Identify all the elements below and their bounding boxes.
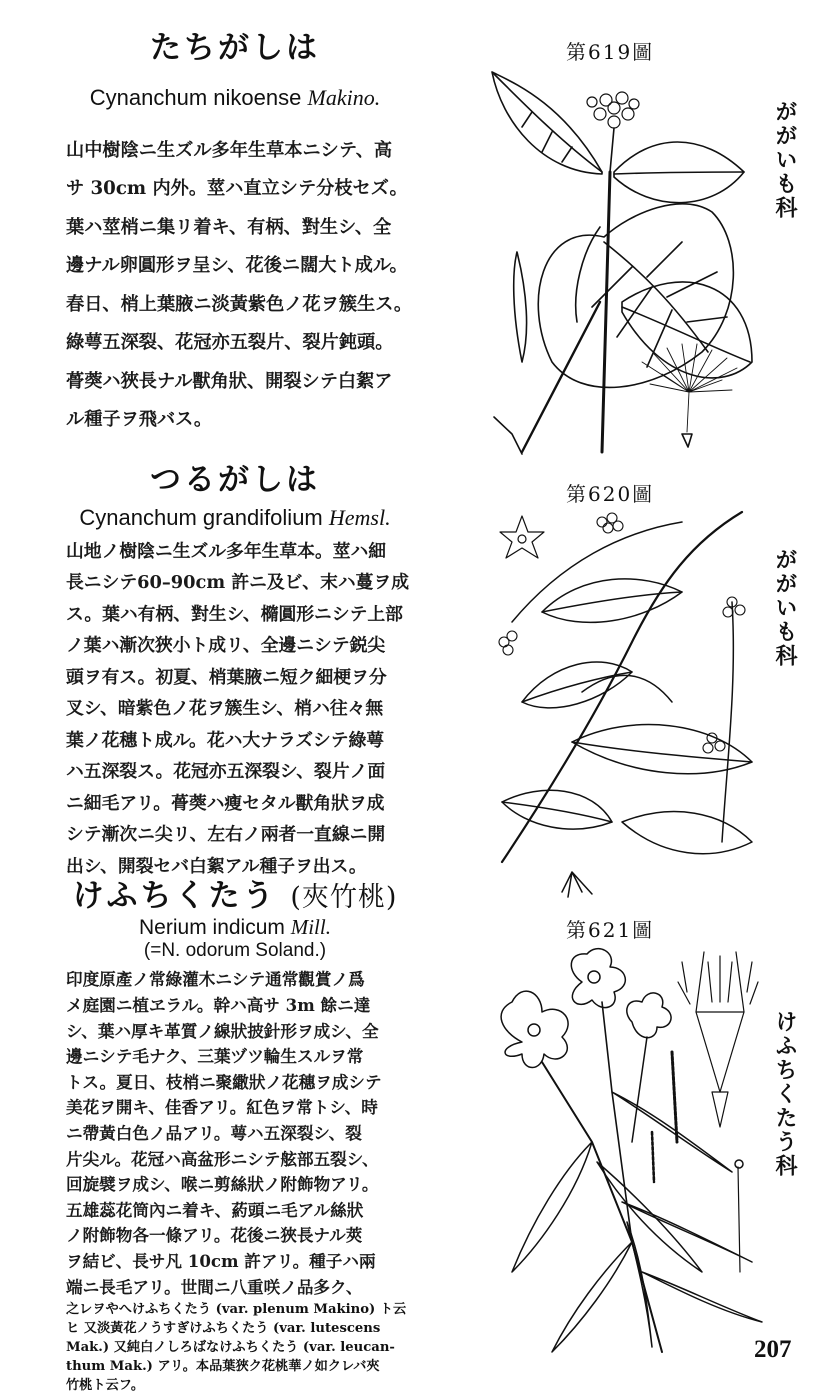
text-line: 五雄蕊花筒內ニ着キ、葯頭ニ毛アル絲狀 [66,1199,364,1220]
footnote [66,1300,470,1395]
text-line: ニ細毛アリ。蓇葖ハ瘦セタル獸角狀ヲ成 [66,792,385,814]
text-line: 回旋襞ヲ成シ、喉ニ剪絲狀ノ附飾物アリ。 [66,1174,379,1195]
entry-title: たちがしは [150,30,320,66]
scientific-name [0,915,470,940]
plate-621-illustration [482,942,772,1362]
figure-label-621: 第621圖 [566,918,655,942]
family-label: けふちくたう科 [772,1010,798,1178]
text-line: トス。夏日、枝梢ニ聚繖狀ノ花穗ヲ成シテ [66,1071,382,1092]
note-line: ヒ 又淡黃花ノうすぎけふちくたう (var. lutescens [66,1321,381,1337]
entry-tsurugashiwa [0,462,470,882]
text-line: ハ五深裂ス。花冠亦五深裂シ、裂片ノ面 [66,761,386,783]
scientific-name [0,505,470,531]
text-line: 山地ノ樹陰ニ生ズル多年生草本。莖ハ細 [66,540,387,562]
text-line: 春日、梢上葉腋ニ淡黃紫色ノ花ヲ簇生ス。 [66,293,413,315]
note-line: 之レヲやへけふちくたう (var. plenum Makino) ト云 [66,1302,407,1318]
author: Makino. [307,85,381,111]
text-line: ル種子ヲ飛バス。 [66,409,213,431]
entry-tachigashiwa [0,30,470,440]
scientific-name [0,85,470,111]
plate-620-illustration [482,502,772,902]
figure-label-620: 第620圖 [566,482,655,506]
text-line: 山中樹陰ニ生ズル多年生草本ニシテ、高 [66,139,393,161]
family-label: ががいも科 [772,548,798,668]
text-line: 美花ヲ開キ、佳香アリ。紅色ヲ常トシ、時 [66,1097,378,1118]
text-line: シ、葉ハ厚キ革質ノ線狀披針形ヲ成シ、全 [66,1020,379,1041]
text-line: 片尖ル。花冠ハ高盆形ニシテ舷部五裂シ、 [66,1148,379,1169]
note-line: 竹桃ト云フ。 [66,1378,145,1394]
text-line: ノ葉ハ漸次狹小ト成リ、全邊ニシテ鋭尖 [66,635,386,657]
note-line: Mak.) 又純白ノしろばなけふちくたう (var. leucan- [66,1340,395,1356]
genus-species: Cynanchum grandifolium [79,505,323,531]
text-line: 叉シ、暗紫色ノ花ヲ簇生シ、梢ハ往々無 [66,698,384,720]
description [66,132,470,440]
text-line: 綠萼五深裂、花冠亦五裂片、裂片鈍頭。 [66,332,394,354]
plate-619-illustration [482,62,762,462]
text-line: 端ニ長毛アリ。世間ニ八重咲ノ品多ク、 [66,1276,363,1297]
text-line: 邊ニシテ毛ナク、三葉ヅツ輪生スルヲ常 [66,1046,364,1067]
page-number: 207 [754,1336,792,1363]
text-line: サ 30cm 内外。莖ハ直立シテ分枝セズ。 [66,178,408,200]
text-line: ヲ結ビ、長サ凡 10cm 許アリ。種子ハ兩 [66,1250,376,1271]
text-line: 蓇葖ハ狹長ナル獸角狀、開裂シテ白絮ア [66,370,393,392]
text-line: メ庭園ニ植ヱラル。幹ハ高サ 3m 餘ニ達 [66,994,371,1015]
text-line: ス。葉ハ有柄、對生シ、橢圓形ニシテ上部 [66,603,403,625]
genus-species: Cynanchum nikoense [89,85,302,111]
synonym: (=N. odorum Soland.) [143,940,327,962]
author: Hemsl. [328,505,391,531]
entry-kefuchikutau [0,878,470,1395]
text-line: 出シ、開裂セバ白絮アル種子ヲ出ス。 [66,855,367,877]
text-line: 長ニシテ60–90cm 許ニ及ビ、末ハ蔓ヲ成 [66,572,409,594]
text-line: 葉ハ莖梢ニ集リ着キ、有柄、對生シ、全 [66,216,392,238]
family-label: ががいも科 [772,100,798,220]
entry-title [0,878,470,915]
figure-label-619: 第619圖 [566,40,655,64]
note-line: thum Mak.) アリ。本品葉狹ク花桃華ノ如クレバ夾 [66,1359,380,1375]
text-line: ノ附飾物各一條アリ。花後ニ狹長ナル莢 [66,1225,363,1246]
kanji-name: (夾竹桃) [290,882,398,913]
japanese-name: けふちくたう [72,878,277,914]
text-line: 邊ナル卵圓形ヲ呈シ、花後ニ闊大ト成ル。 [66,255,408,277]
description [66,967,470,1300]
description [66,536,470,883]
author: Mill. [290,915,331,940]
entry-title: つるがしは [150,462,320,498]
genus-species: Nerium indicum [139,916,285,940]
text-line: 印度原產ノ常綠灌木ニシテ通常觀賞ノ爲 [66,969,365,990]
text-line: 頭ヲ有ス。初夏、梢葉腋ニ短ク細梗ヲ分 [66,666,387,688]
text-line: 葉ノ花穗ト成ル。花ハ大ナラズシテ綠萼 [66,729,385,751]
text-line: シテ漸次ニ尖リ、左右ノ兩者一直線ニ開 [66,824,386,846]
text-line: ニ帶黃白色ノ品アリ。萼ハ五深裂シ、裂 [66,1122,362,1143]
